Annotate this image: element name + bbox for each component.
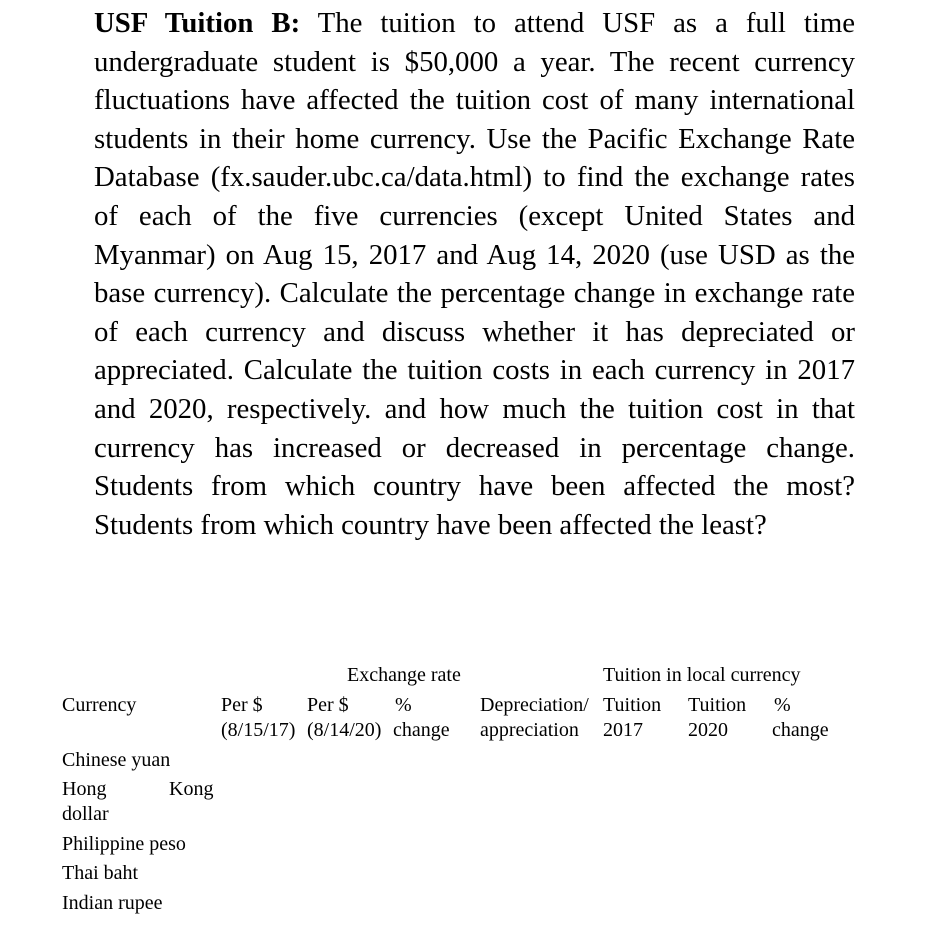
header-per-2020-line2: (8/14/20): [307, 719, 382, 741]
header-per-2020-line1: Per $: [307, 694, 349, 716]
header-tuition-2020-line2: 2020: [688, 719, 728, 741]
header-exchange-rate: Exchange rate: [347, 664, 461, 686]
problem-statement: [94, 4, 855, 544]
problem-title: USF Tuition B:: [94, 7, 301, 39]
header-tuition-pct-line1: %: [774, 694, 791, 716]
row-currency-hkd-word1: Hong: [62, 778, 107, 800]
header-per-2017-line1: Per $: [221, 694, 263, 716]
header-dep-app-line2: appreciation: [480, 719, 579, 741]
header-tuition-pct-line2: change: [772, 719, 829, 741]
row-currency-thai-baht: Thai baht: [62, 862, 139, 884]
header-tuition-local: Tuition in local currency: [603, 664, 801, 686]
header-tuition-2020-line1: Tuition: [688, 694, 747, 716]
row-currency-hkd-word3: dollar: [62, 803, 109, 825]
row-currency-hkd-word2: Kong: [169, 778, 214, 800]
header-pct-change-line1: %: [395, 694, 412, 716]
header-tuition-2017-line2: 2017: [603, 719, 643, 741]
header-dep-app-line1: Depreciation/: [480, 694, 589, 716]
row-currency-philippine-peso: Philippine peso: [62, 833, 186, 855]
row-currency-chinese-yuan: Chinese yuan: [62, 749, 171, 771]
header-currency: Currency: [62, 694, 137, 716]
problem-body: The tuition to attend USF as a full time undergraduate student is $50,000 a year. The recent currency fluctuations have affected the tuition cost of many international students in their home currency. Use the Pacific Exchange Rate Database (fx.sauder.ubc.ca/data.html) to find the exchange rates of each of the five currencies (except United States and Myanmar) on Aug 15, 2017 and Aug 14, 2020 (use USD as the base currency). Calculate the percentage change in exchange rate of each currency and discuss whether it has depreciated or appreciated. Calculate the tuition costs in each currency in 2017 and 2020, respectively. and how much the tuition cost in that currency has increased or decreased in percentage change. Students from which country have been affected the most? Students from which country have been affected the least?: [94, 7, 855, 541]
row-currency-indian-rupee: Indian rupee: [62, 892, 163, 914]
header-per-2017-line2: (8/15/17): [221, 719, 296, 741]
header-tuition-2017-line1: Tuition: [603, 694, 662, 716]
header-pct-change-line2: change: [393, 719, 450, 741]
